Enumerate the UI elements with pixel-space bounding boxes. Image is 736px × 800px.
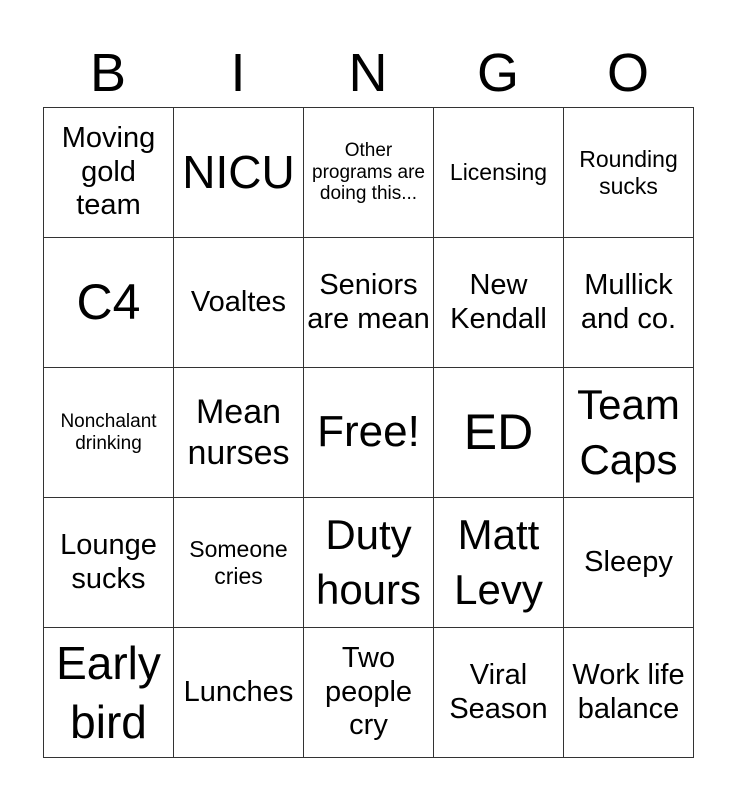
header-letter-i: I xyxy=(230,43,246,103)
bingo-cell[interactable]: Licensing xyxy=(434,108,564,238)
bingo-row-3 xyxy=(44,368,694,498)
bingo-cell[interactable]: Two people cry xyxy=(304,628,434,758)
bingo-cell[interactable]: Moving gold team xyxy=(44,108,174,238)
bingo-cell[interactable]: Lunches xyxy=(174,628,304,758)
bingo-cell[interactable]: NICU xyxy=(174,108,304,238)
header-letter-o: O xyxy=(606,43,649,103)
header-letter-n: N xyxy=(348,43,388,103)
bingo-cell[interactable]: ED xyxy=(434,368,564,498)
bingo-cell[interactable]: Voaltes xyxy=(174,238,304,368)
bingo-cell[interactable]: Matt Levy xyxy=(434,498,564,628)
bingo-cell[interactable]: Mullick and co. xyxy=(564,238,694,368)
bingo-cell[interactable]: Seniors are mean xyxy=(304,238,434,368)
bingo-free-space[interactable]: Free! xyxy=(304,368,434,498)
bingo-row-4 xyxy=(44,498,694,628)
bingo-row-1 xyxy=(44,108,694,238)
bingo-cell[interactable]: Someone cries xyxy=(174,498,304,628)
bingo-cell[interactable]: Viral Season xyxy=(434,628,564,758)
bingo-cell[interactable]: Rounding sucks xyxy=(564,108,694,238)
bingo-header xyxy=(43,38,693,108)
bingo-cell[interactable]: Early bird xyxy=(44,628,174,758)
bingo-cell[interactable]: Duty hours xyxy=(304,498,434,628)
bingo-row-2 xyxy=(44,238,694,368)
header-letter-b: B xyxy=(89,43,127,103)
bingo-cell[interactable]: C4 xyxy=(44,238,174,368)
bingo-cell[interactable]: Team Caps xyxy=(564,368,694,498)
bingo-cell[interactable]: Lounge sucks xyxy=(44,498,174,628)
bingo-row-5 xyxy=(44,628,694,758)
bingo-card-grid xyxy=(43,107,694,758)
bingo-cell[interactable]: Mean nurses xyxy=(174,368,304,498)
bingo-cell[interactable]: Work life balance xyxy=(564,628,694,758)
bingo-cell[interactable]: Nonchalant drinking xyxy=(44,368,174,498)
bingo-cell[interactable]: Other programs are doing this... xyxy=(304,108,434,238)
bingo-cell[interactable]: Sleepy xyxy=(564,498,694,628)
header-letter-g: G xyxy=(476,43,519,103)
bingo-cell[interactable]: New Kendall xyxy=(434,238,564,368)
